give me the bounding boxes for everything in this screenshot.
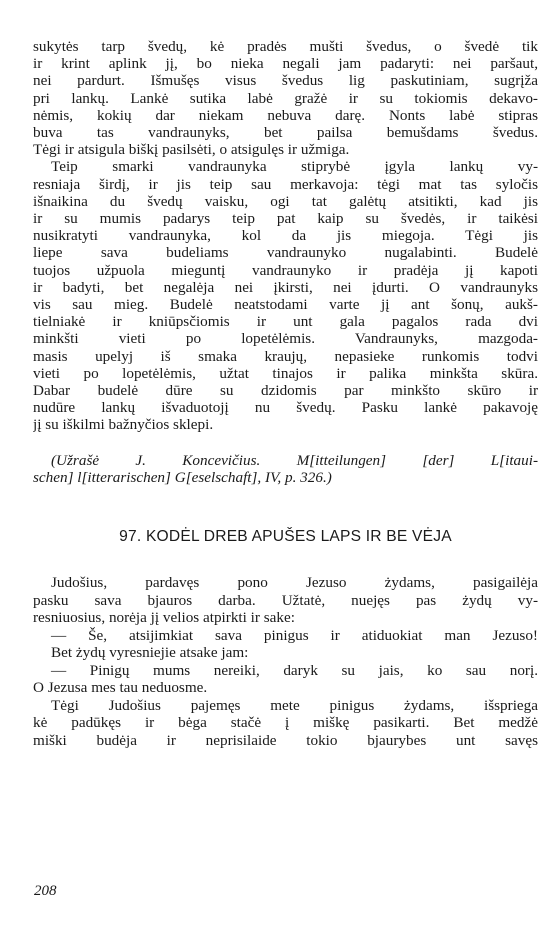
text-line: buva tas vandraunyks, bet pailsa bemušdams švedus.: [33, 124, 538, 142]
text-line: nėmis, kokių dar niekam nebuva darę. Nonts labė stipras: [33, 106, 538, 124]
text-line: nei pardurt. Išmušęs visus švedus lig paskutiniam, sugrįža: [33, 72, 538, 90]
text-line: Judošius, pardavęs pono Jezuso żydams, pasigailėja: [51, 574, 538, 592]
text-line: Tėgi Judošius pajemęs mete pinigus żydams, išspriega: [51, 696, 538, 714]
text-line: Tėgi ir atsigula biškį pasilsėti, o atsigulęs ir užmiga.: [33, 141, 350, 159]
text-line: pri lankų. Lankė sutika labė gražė ir su tokiomis dekavo-: [33, 89, 538, 107]
source-citation: [33, 452, 538, 486]
dialogue-line: O Jezusa mes tau neduosme.: [33, 679, 208, 697]
text-line: vis sau mieg. Budelė neatstodami varte jį ant šonų, aukš-: [33, 296, 538, 314]
text-line: ir badyti, bet negalėja nei įkirsti, nei įdurti. O vandraunyks: [33, 278, 538, 296]
text-line: kė padūkęs ir bėga stačė į miškę pasikarti. Bet medžė: [33, 714, 538, 732]
text-line: Bet żydų vyresniejie atsake jam:: [51, 644, 249, 662]
text-line: miški budėja ir neprisilaide tokio bjaurybes unt savęs: [33, 731, 538, 749]
text-line: liepe sava budeliams vandraunyko nugalabinti. Budelė: [33, 244, 538, 262]
text-line: ir krint aplink jį, bo nieka negali jam padaryti: nei paršaut,: [33, 55, 538, 73]
text-line: jį su iškilmi bažnyčios sklepi.: [33, 416, 214, 434]
text-line: resniuosius, norėja jį velios atpirkti ir sake:: [33, 609, 295, 627]
text-line: išnaikina du švedų vaisku, ogi tat galėtų atsitikti, kad jis: [33, 192, 538, 210]
text-line: minkšti vieti po lopetėlėmis. Vandraunyks, mazgoda-: [33, 330, 538, 348]
page-number: 208: [34, 883, 57, 899]
dialogue-line: — Še, atsijimkiat sava pinigus ir atiduokiat man Jezuso!: [51, 626, 538, 644]
text-line: tielniakė ir kniūpsčiomis ir unt gala pagalos rada dvi: [33, 313, 538, 331]
text-line: Teip smarki vandraunyka stiprybė įgyla lankų vy-: [51, 158, 538, 176]
text-line: Dabar budelė dūre su dzidomis par minkšto skūro ir: [33, 382, 538, 400]
text-line: nusikratyti vandraunyka, kol da jis miegoja. Tėgi jis: [33, 227, 538, 245]
text-line: sukytės tarp švedų, kė pradės mušti švedus, o švedė tik: [33, 38, 538, 55]
story-body: [33, 574, 538, 749]
story-heading: 97. KODĖL DREB APUŠES LAPS IR BE VĖJA: [119, 528, 452, 546]
text-line: resniaja širdį, ir jis teip sau merkavoja: tėgi mat tas syločis: [33, 175, 538, 193]
text-line: vieti po lopetėlėmis, užtat tinajos ir palika minkšta skūra.: [33, 364, 538, 382]
text-line: pasku sava bjauros darba. Užtatė, nuejęs pas żydų vy-: [33, 591, 538, 609]
citation-line: (Užrašė J. Koncevičius. M[itteilungen] [der] L[itaui-: [51, 451, 538, 469]
text-line: nudūre lankų išvaduotojį nu švedų. Pasku lankė pakavoję: [33, 399, 538, 417]
citation-line: schen] l[itterarischen] G[eselschaft], IV, p. 326.): [33, 468, 332, 486]
dialogue-line: — Pinigų mums nereiki, daryk su jais, ko sau norį.: [51, 661, 538, 679]
text-line: masis upelyj iš smaka kraujų, nepasieke runkomis todvi: [33, 347, 538, 365]
paragraph-continued: [33, 38, 538, 434]
text-line: tuojos užpuola mieguntį vandraunyko ir pradėja jį kapoti: [33, 261, 538, 279]
text-line: ir su mumis padarys teip pat kaip su švedės, ir taikėsi: [33, 210, 538, 228]
